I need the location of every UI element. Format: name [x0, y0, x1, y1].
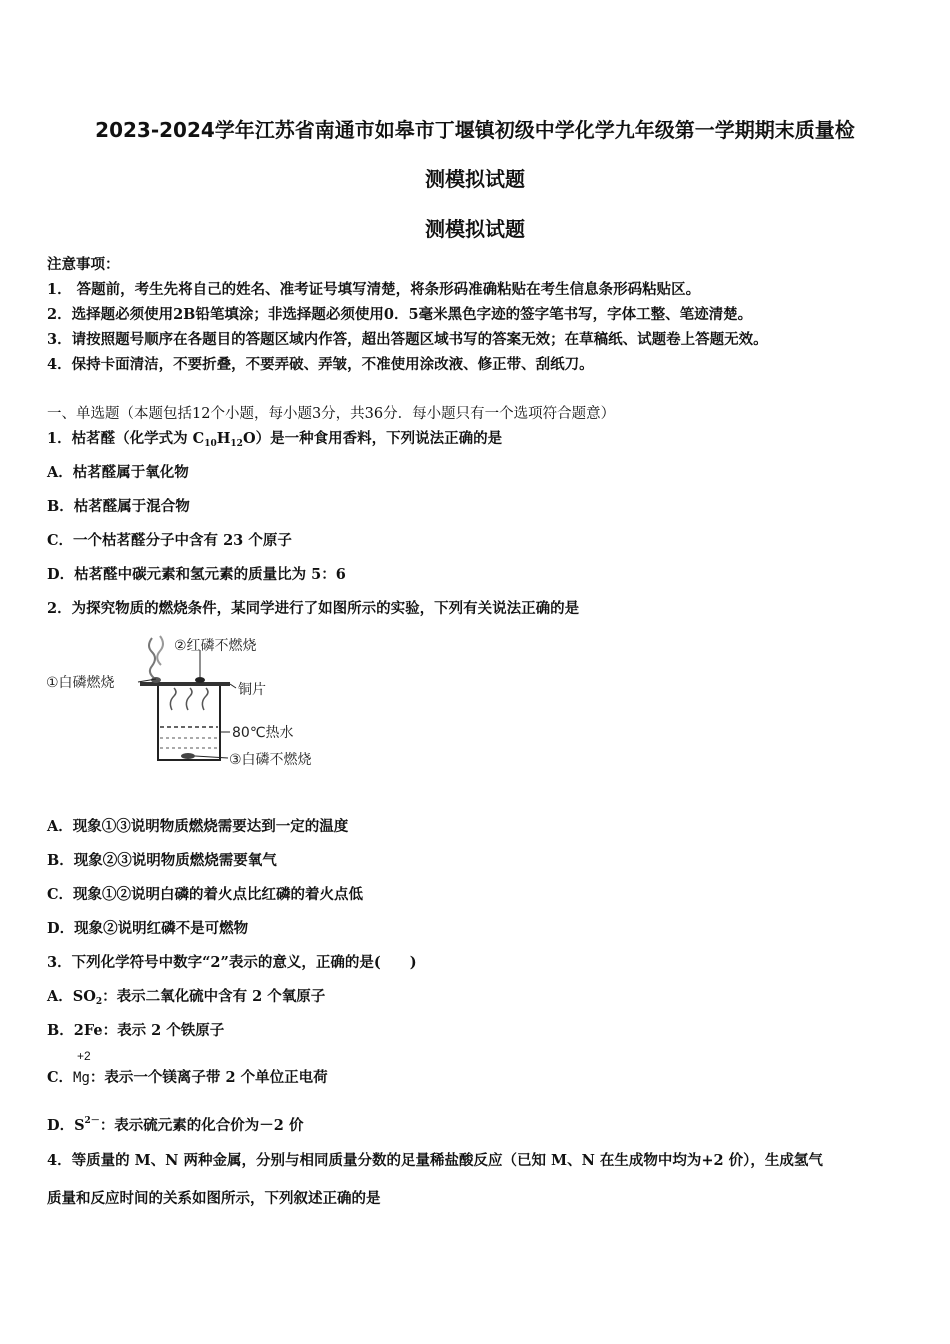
q3-option-d — [47, 1113, 303, 1135]
q2-option-b: B．现象②③说明物质燃烧需要氧气 — [47, 852, 277, 869]
q1-option-c: C．一个枯茗醛分子中含有 23 个原子 — [47, 532, 292, 549]
q1-option-a: A．枯茗醛属于氧化物 — [47, 464, 189, 481]
q3-a-subscript: 2 — [95, 997, 103, 1007]
q3-c-text: ：表示一个镁离子带 2 个单位正电荷 — [89, 1069, 328, 1086]
q2-option-d: D．现象②说明红磷不是可燃物 — [47, 920, 249, 937]
question-4-stem-line-2: 质量和反应时间的关系如图所示，下列叙述正确的是 — [47, 1190, 381, 1207]
q3-option-c — [47, 1049, 328, 1087]
note-item-1: 1． 答题前，考生先将自己的姓名、准考证号填写清楚，将条形码准确粘贴在考生信息条形码粘贴区。 — [47, 281, 701, 298]
q2-option-a: A．现象①③说明物质燃烧需要达到一定的温度 — [47, 818, 349, 835]
copper-plate — [140, 682, 230, 686]
question-2-stem: 2．为探究物质的燃烧条件，某同学进行了如图所示的实验，下列有关说法正确的是 — [47, 600, 580, 617]
mg-charge-label: +2 — [77, 1049, 91, 1063]
fig-label-2: ②红磷不燃烧 — [174, 638, 257, 654]
q3-option-a — [47, 985, 325, 1007]
q2-option-c: C．现象①②说明白磷的着火点比红磷的着火点低 — [47, 886, 364, 903]
question-4-stem-line-1: 4．等质量的 M、N 两种金属，分别与相同质量分数的足量稀盐酸反应（已知 M、N 在生成物中均为+2 价），生成氢气 — [47, 1152, 823, 1169]
fig-label-water: 80℃热水 — [232, 725, 294, 741]
smoke-icon — [149, 638, 155, 678]
white-phosphorus-underwater — [181, 753, 195, 759]
steam-icon — [202, 688, 208, 710]
q1-stem-part-a: 1．枯茗醛（化学式为 C — [47, 430, 205, 447]
q1-subscript-carbon: 10 — [204, 439, 217, 449]
combustion-experiment-diagram — [40, 632, 340, 782]
pointer-line — [195, 756, 228, 758]
q3-c-prefix: C． — [47, 1069, 74, 1086]
steam-icon — [186, 688, 192, 710]
note-item-4: 4．保持卡面清洁，不要折叠，不要弄破、弄皱，不准使用涂改液、修正带、刮纸刀。 — [47, 356, 594, 373]
exam-title-line-2: 测模拟试题 — [425, 167, 525, 191]
q3-d-text: ：表示硫元素的化合价为－2 价 — [99, 1117, 304, 1134]
q3-option-b: B．2Fe：表示 2 个铁原子 — [47, 1022, 225, 1039]
q1-stem-part-c: O）是一种食用香料，下列说法正确的是 — [242, 430, 503, 447]
mg-symbol-text: Mg — [73, 1070, 90, 1086]
q3-d-superscript: 2－ — [84, 1116, 100, 1126]
note-item-2: 2．选择题必须使用2B铅笔填涂；非选择题必须使用0．5毫米黑色字迹的签字笔书写，字体工整、笔迹清楚。 — [47, 306, 753, 323]
q1-stem-part-b: H — [216, 430, 231, 447]
pointer-line — [230, 684, 236, 688]
fig-label-1: ①白磷燃烧 — [46, 675, 115, 691]
q1-subscript-hydrogen: 12 — [230, 439, 243, 449]
question-1-stem — [47, 427, 502, 449]
q3-a-text: ：表示二氧化硫中含有 2 个氧原子 — [102, 988, 326, 1005]
magnesium-symbol — [73, 1049, 91, 1086]
exam-title-line-1: 2023-2024学年江苏省南通市如皋市丁堰镇初级中学化学九年级第一学期期末质量检 — [95, 118, 855, 142]
note-item-3: 3．请按照题号顺序在各题目的答题区域内作答，超出答题区域书写的答案无效；在草稿纸、试题卷上答题无效。 — [47, 331, 768, 348]
notes-heading: 注意事项： — [47, 256, 120, 273]
steam-icon — [170, 688, 176, 710]
smoke-wisp-icon — [157, 636, 163, 665]
fig-label-copper: 铜片 — [238, 682, 266, 698]
fig-label-3: ③白磷不燃烧 — [229, 752, 312, 768]
q1-option-d: D．枯茗醛中碳元素和氢元素的质量比为 5：6 — [47, 566, 346, 583]
question-3-stem: 3．下列化学符号中数字“2”表示的意义，正确的是( ) — [47, 954, 417, 971]
q1-option-b: B．枯茗醛属于混合物 — [47, 498, 190, 515]
section-heading: 一、单选题（本题包括12个小题，每小题3分，共36分．每小题只有一个选项符合题意） — [47, 406, 616, 422]
red-phosphorus — [195, 677, 205, 683]
q3-d-prefix: D．S — [47, 1117, 85, 1134]
exam-title-line-3: 测模拟试题 — [425, 217, 525, 241]
q3-a-prefix: A．SO — [47, 988, 96, 1005]
